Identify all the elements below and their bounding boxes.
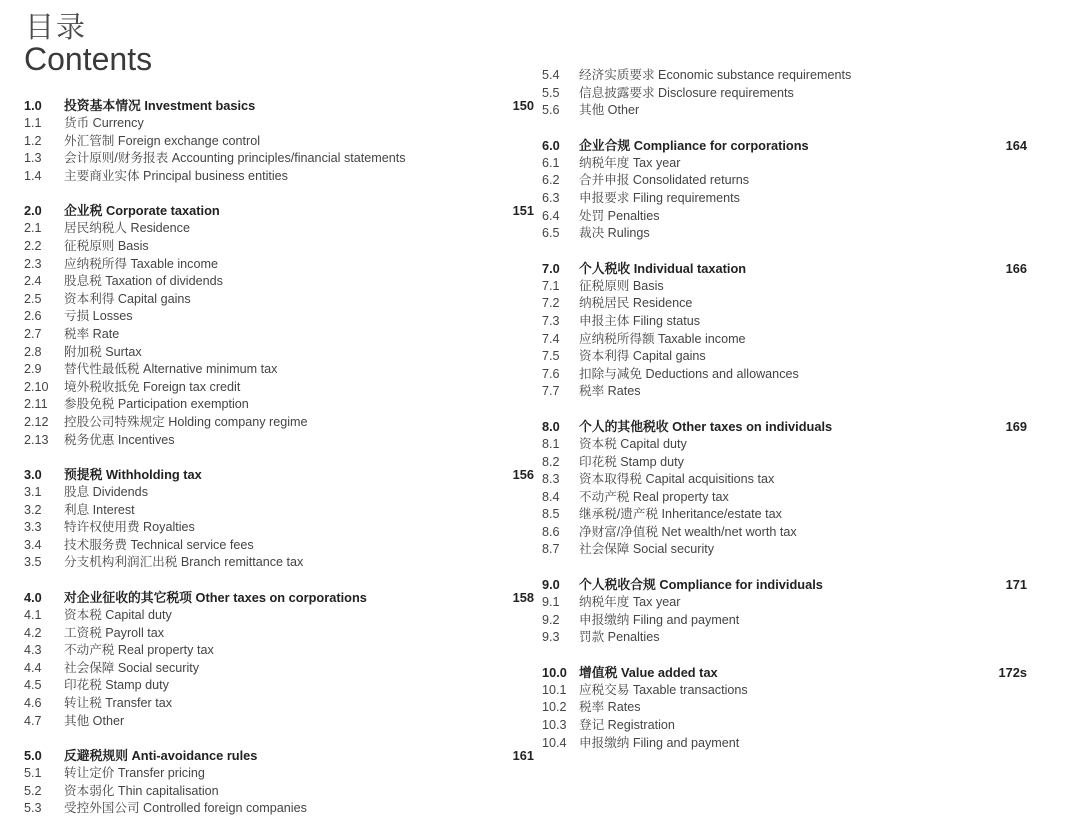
toc-entry[interactable]: [24, 361, 534, 379]
toc-title: 资本税 Capital duty: [64, 608, 172, 623]
toc-number: 7.6: [542, 366, 560, 381]
toc-title: 申报要求 Filing requirements: [579, 190, 740, 205]
toc-title: 货币 Currency: [64, 116, 144, 130]
toc-number: 3.2: [24, 502, 42, 517]
toc-number: 5.5: [542, 85, 560, 100]
toc-title: 居民纳税人 Residence: [64, 221, 190, 236]
toc-title: 企业合规 Compliance for corporations: [579, 137, 809, 153]
toc-number: 8.2: [542, 454, 560, 469]
toc-entry[interactable]: [24, 713, 534, 731]
toc-entry[interactable]: [24, 625, 534, 643]
toc-number: 5.4: [542, 68, 560, 82]
toc-title: 纳税居民 Residence: [579, 296, 693, 311]
toc-title: 税率 Rates: [579, 384, 641, 399]
toc-entry[interactable]: [542, 85, 1027, 103]
toc-number: 6.4: [542, 208, 560, 223]
toc-page-number: 151: [512, 203, 534, 219]
toc-title: 其他 Other: [579, 103, 640, 118]
toc-title: 利息 Interest: [64, 502, 135, 517]
toc-title: 净财富/净值税 Net wealth/net worth tax: [579, 524, 797, 539]
toc-entry[interactable]: [542, 190, 1027, 208]
toc-page-number: 166: [1005, 260, 1027, 276]
toc-title: 不动产税 Real property tax: [579, 489, 729, 504]
toc-entry[interactable]: [542, 735, 1027, 753]
toc-number: 4.1: [24, 608, 42, 623]
toc-section-heading[interactable]: [542, 260, 1027, 278]
toc-title: 税率 Rate: [64, 326, 120, 341]
toc-number: 2.7: [24, 326, 42, 341]
toc-entry[interactable]: [24, 396, 534, 414]
toc-number: 2.3: [24, 256, 42, 271]
toc-number: 7.4: [542, 331, 560, 346]
toc-number: 4.2: [24, 625, 42, 640]
toc-number: 9.1: [542, 595, 560, 610]
toc-title: 应税交易 Taxable transactions: [579, 682, 748, 697]
toc-entry[interactable]: [542, 383, 1027, 401]
toc-entry[interactable]: [542, 454, 1027, 472]
toc-title: 股息税 Taxation of dividends: [64, 274, 223, 289]
toc-section: [24, 97, 534, 185]
toc-entry[interactable]: [24, 677, 534, 695]
toc-entry[interactable]: [542, 629, 1027, 647]
toc-entry[interactable]: [542, 348, 1027, 366]
toc-number: 8.5: [542, 507, 560, 522]
toc-page-number: 169: [1005, 418, 1027, 434]
toc-number: 4.0: [24, 590, 42, 606]
toc-entry[interactable]: [24, 273, 534, 291]
toc-number: 9.0: [542, 577, 560, 593]
toc-number: 7.3: [542, 313, 560, 328]
toc-title: 主要商业实体 Principal business entities: [64, 168, 288, 183]
toc-right-column: [542, 67, 1027, 752]
toc-number: 6.5: [542, 226, 560, 241]
toc-title: 对企业征收的其它税项 Other taxes on corporations: [64, 590, 367, 606]
toc-section-heading[interactable]: [542, 576, 1027, 594]
toc-title: 附加税 Surtax: [64, 344, 142, 359]
toc-number: 6.2: [542, 173, 560, 188]
toc-title: 裁决 Rulings: [579, 226, 650, 241]
toc-title: 纳税年度 Tax year: [579, 155, 681, 170]
toc-entry[interactable]: [542, 225, 1027, 243]
toc-section-heading[interactable]: [542, 418, 1027, 436]
toc-title: 登记 Registration: [579, 718, 675, 733]
toc-number: 3.4: [24, 537, 42, 552]
toc-title: 社会保障 Social security: [64, 660, 200, 675]
toc-title: 特许权使用费 Royalties: [64, 520, 195, 535]
toc-title: 亏损 Losses: [64, 309, 133, 324]
toc-section: [542, 576, 1027, 647]
toc-entry[interactable]: [24, 765, 534, 783]
toc-number: 7.0: [542, 260, 560, 276]
toc-title: 资本取得税 Capital acquisitions tax: [579, 472, 775, 487]
toc-number: 5.6: [542, 103, 560, 118]
toc-title: 社会保障 Social security: [579, 542, 715, 557]
toc-number: 2.11: [24, 397, 48, 412]
toc-title: 信息披露要求 Disclosure requirements: [579, 85, 794, 100]
heading-chinese: 目录: [25, 12, 88, 44]
toc-number: 4.3: [24, 643, 42, 658]
toc-title: 处罚 Penalties: [579, 208, 660, 223]
toc-page-number: 150: [512, 98, 534, 113]
toc-title: 资本利得 Capital gains: [64, 291, 191, 306]
toc-entry[interactable]: [542, 208, 1027, 226]
toc-number: 7.5: [542, 349, 560, 364]
toc-section-heading[interactable]: [24, 589, 534, 607]
toc-number: 3.0: [24, 467, 42, 483]
toc-number: 1.1: [24, 116, 42, 130]
toc-page-number: 171: [1005, 577, 1027, 593]
toc-page-number: 158: [512, 590, 534, 606]
heading-english: Contents: [24, 41, 153, 77]
toc-number: 10.4: [542, 735, 567, 750]
toc-number: 4.5: [24, 678, 42, 693]
toc-entry[interactable]: [542, 331, 1027, 349]
toc-section-heading[interactable]: [24, 747, 534, 765]
toc-entry[interactable]: [542, 541, 1027, 559]
toc-section: [542, 260, 1027, 401]
toc-number: 8.6: [542, 524, 560, 539]
toc-number: 8.7: [542, 542, 560, 557]
toc-title: 不动产税 Real property tax: [64, 643, 214, 658]
toc-number: 6.3: [542, 190, 560, 205]
toc-number: 2.8: [24, 344, 42, 359]
toc-number: 2.6: [24, 309, 42, 324]
toc-number: 6.0: [542, 137, 560, 153]
toc-entry[interactable]: [24, 554, 534, 572]
toc-entry[interactable]: [24, 800, 534, 818]
toc-number: 7.2: [542, 296, 560, 311]
toc-entry[interactable]: [24, 168, 534, 186]
toc-title: 征税原则 Basis: [579, 278, 664, 293]
toc-entry[interactable]: [24, 502, 534, 520]
toc-number: 10.1: [542, 682, 567, 697]
toc-entry[interactable]: [542, 278, 1027, 296]
toc-title: 资本税 Capital duty: [579, 436, 687, 451]
toc-entry[interactable]: [542, 172, 1027, 190]
toc-entry[interactable]: [542, 682, 1027, 700]
toc-entry[interactable]: [24, 150, 534, 168]
toc-section: [24, 747, 534, 818]
toc-number: 7.7: [542, 384, 560, 399]
toc-entry[interactable]: [24, 133, 534, 151]
toc-section: [24, 589, 534, 730]
toc-number: 1.3: [24, 151, 42, 166]
toc-left-column: [24, 97, 534, 818]
toc-title: 会计原则/财务报表 Accounting principles/financial statements: [64, 151, 406, 166]
toc-number: 10.3: [542, 718, 567, 733]
toc-title: 投资基本情况 Investment basics: [64, 98, 256, 113]
toc-title: 替代性最低税 Alternative minimum tax: [64, 362, 278, 377]
toc-title: 受控外国公司 Controlled foreign companies: [64, 801, 307, 816]
toc-number: 4.7: [24, 713, 42, 728]
toc-number: 4.4: [24, 660, 42, 675]
toc-title: 税率 Rates: [579, 700, 641, 715]
toc-page-number: 156: [512, 467, 534, 483]
toc-entry[interactable]: [542, 699, 1027, 717]
toc-title: 扣除与减免 Deductions and allowances: [579, 366, 799, 381]
toc-number: 9.3: [542, 630, 560, 645]
toc-title: 罚款 Penalties: [579, 630, 660, 645]
toc-number: 8.4: [542, 489, 560, 504]
toc-title: 纳税年度 Tax year: [579, 595, 681, 610]
toc-entry[interactable]: [24, 537, 534, 555]
toc-section: [542, 418, 1027, 559]
toc-title: 印花税 Stamp duty: [64, 678, 169, 693]
toc-number: 8.0: [542, 418, 560, 434]
toc-title: 经济实质要求 Economic substance requirements: [579, 68, 852, 82]
toc-entry[interactable]: [542, 67, 1027, 85]
toc-entry[interactable]: [542, 612, 1027, 630]
toc-number: 2.5: [24, 291, 42, 306]
toc-section-heading[interactable]: [542, 664, 1027, 682]
toc-title: 其他 Other: [64, 713, 125, 728]
toc-number: 4.6: [24, 696, 42, 711]
toc-entry[interactable]: [24, 308, 534, 326]
toc-title: 应纳税所得额 Taxable income: [579, 331, 746, 346]
toc-title: 税务优惠 Incentives: [64, 432, 175, 447]
toc-number: 2.12: [24, 414, 49, 429]
toc-entry[interactable]: [542, 594, 1027, 612]
toc-page-number: 172s: [998, 664, 1027, 680]
toc-entry[interactable]: [24, 695, 534, 713]
toc-title: 增值税 Value added tax: [579, 664, 718, 680]
toc-number: 2.9: [24, 362, 42, 377]
toc-section-heading[interactable]: [24, 466, 534, 484]
toc-page-number: 161: [512, 748, 534, 764]
toc-entry[interactable]: [24, 344, 534, 362]
toc-section: [542, 137, 1027, 243]
toc-entry[interactable]: [542, 155, 1027, 173]
toc-entry[interactable]: [24, 115, 534, 133]
toc-title: 企业税 Corporate taxation: [64, 203, 220, 219]
toc-number: 2.10: [24, 379, 49, 394]
toc-number: 10.2: [542, 700, 567, 715]
toc-title: 资本弱化 Thin capitalisation: [64, 783, 219, 798]
toc-title: 预提税 Withholding tax: [64, 467, 202, 483]
toc-entry[interactable]: [24, 414, 534, 432]
toc-title: 印花税 Stamp duty: [579, 454, 684, 469]
toc-number: 2.2: [24, 238, 42, 253]
toc-section-heading[interactable]: [24, 97, 534, 115]
toc-title: 资本利得 Capital gains: [579, 349, 706, 364]
toc-entry[interactable]: [24, 660, 534, 678]
toc-number: 1.2: [24, 133, 42, 148]
toc-entry[interactable]: [24, 484, 534, 502]
toc-entry[interactable]: [542, 436, 1027, 454]
toc-entry[interactable]: [542, 102, 1027, 120]
toc-section: [24, 466, 534, 572]
toc-entry[interactable]: [24, 607, 534, 625]
toc-title: 合并申报 Consolidated returns: [579, 173, 750, 188]
toc-number: 3.3: [24, 520, 42, 535]
toc-entry[interactable]: [542, 366, 1027, 384]
toc-title: 转让定价 Transfer pricing: [64, 766, 205, 781]
toc-title: 技术服务费 Technical service fees: [64, 537, 254, 552]
toc-number: 5.0: [24, 748, 42, 764]
toc-entry[interactable]: [24, 642, 534, 660]
toc-number: 9.2: [542, 612, 560, 627]
toc-number: 2.0: [24, 203, 42, 219]
toc-entry[interactable]: [542, 717, 1027, 735]
toc-entry[interactable]: [24, 326, 534, 344]
toc-entry[interactable]: [542, 489, 1027, 507]
toc-title: 申报主体 Filing status: [579, 313, 701, 328]
toc-entry[interactable]: [24, 783, 534, 801]
toc-number: 5.2: [24, 783, 42, 798]
toc-entry[interactable]: [24, 256, 534, 274]
toc-title: 申报缴纳 Filing and payment: [579, 612, 740, 627]
toc-number: 3.1: [24, 485, 42, 500]
toc-number: 6.1: [542, 155, 560, 170]
toc-title: 应纳税所得 Taxable income: [64, 256, 218, 271]
toc-title: 继承税/遗产税 Inheritance/estate tax: [579, 507, 782, 522]
toc-number: 1.4: [24, 168, 42, 183]
toc-section-heading[interactable]: [542, 137, 1027, 155]
toc-entry[interactable]: [24, 432, 534, 450]
toc-entry[interactable]: [24, 291, 534, 309]
toc-number: 2.13: [24, 432, 49, 447]
toc-number: 10.0: [542, 664, 567, 680]
toc-number: 8.1: [542, 436, 560, 451]
toc-number: 8.3: [542, 472, 560, 487]
toc-entry[interactable]: [542, 295, 1027, 313]
toc-title: 个人税收 Individual taxation: [579, 260, 747, 276]
toc-title: 分支机构利润汇出税 Branch remittance tax: [64, 555, 304, 570]
toc-entry[interactable]: [542, 313, 1027, 331]
toc-number: 2.4: [24, 274, 42, 289]
toc-number: 1.0: [24, 98, 42, 113]
toc-entry[interactable]: [542, 471, 1027, 489]
toc-section-heading[interactable]: [24, 202, 534, 220]
toc-page-number: 164: [1005, 137, 1027, 153]
toc-number: 5.1: [24, 766, 42, 781]
toc-number: 7.1: [542, 278, 560, 293]
toc-title: 申报缴纳 Filing and payment: [579, 735, 740, 750]
toc-title: 转让税 Transfer tax: [64, 696, 172, 711]
toc-entry[interactable]: [24, 220, 534, 238]
toc-number: 2.1: [24, 221, 42, 236]
toc-title: 境外税收抵免 Foreign tax credit: [64, 379, 241, 394]
toc-title: 股息 Dividends: [64, 485, 148, 500]
toc-entry[interactable]: [542, 506, 1027, 524]
toc-title: 反避税规则 Anti-avoidance rules: [64, 748, 258, 764]
toc-section: [24, 202, 534, 449]
toc-number: 3.5: [24, 555, 42, 570]
toc-title: 工资税 Payroll tax: [64, 625, 165, 640]
toc-entry[interactable]: [24, 519, 534, 537]
toc-title: 个人的其他税收 Other taxes on individuals: [579, 418, 833, 434]
toc-entry[interactable]: [24, 238, 534, 256]
toc-title: 征税原则 Basis: [64, 238, 149, 253]
toc-title: 外汇管制 Foreign exchange control: [64, 133, 260, 148]
toc-entry[interactable]: [24, 379, 534, 397]
toc-number: 5.3: [24, 801, 42, 816]
toc-section: [542, 664, 1027, 752]
toc-entry[interactable]: [542, 524, 1027, 542]
toc-title: 控股公司特殊规定 Holding company regime: [64, 414, 308, 429]
toc-title: 个人税收合规 Compliance for individuals: [579, 577, 823, 593]
toc-title: 参股免税 Participation exemption: [64, 397, 249, 412]
